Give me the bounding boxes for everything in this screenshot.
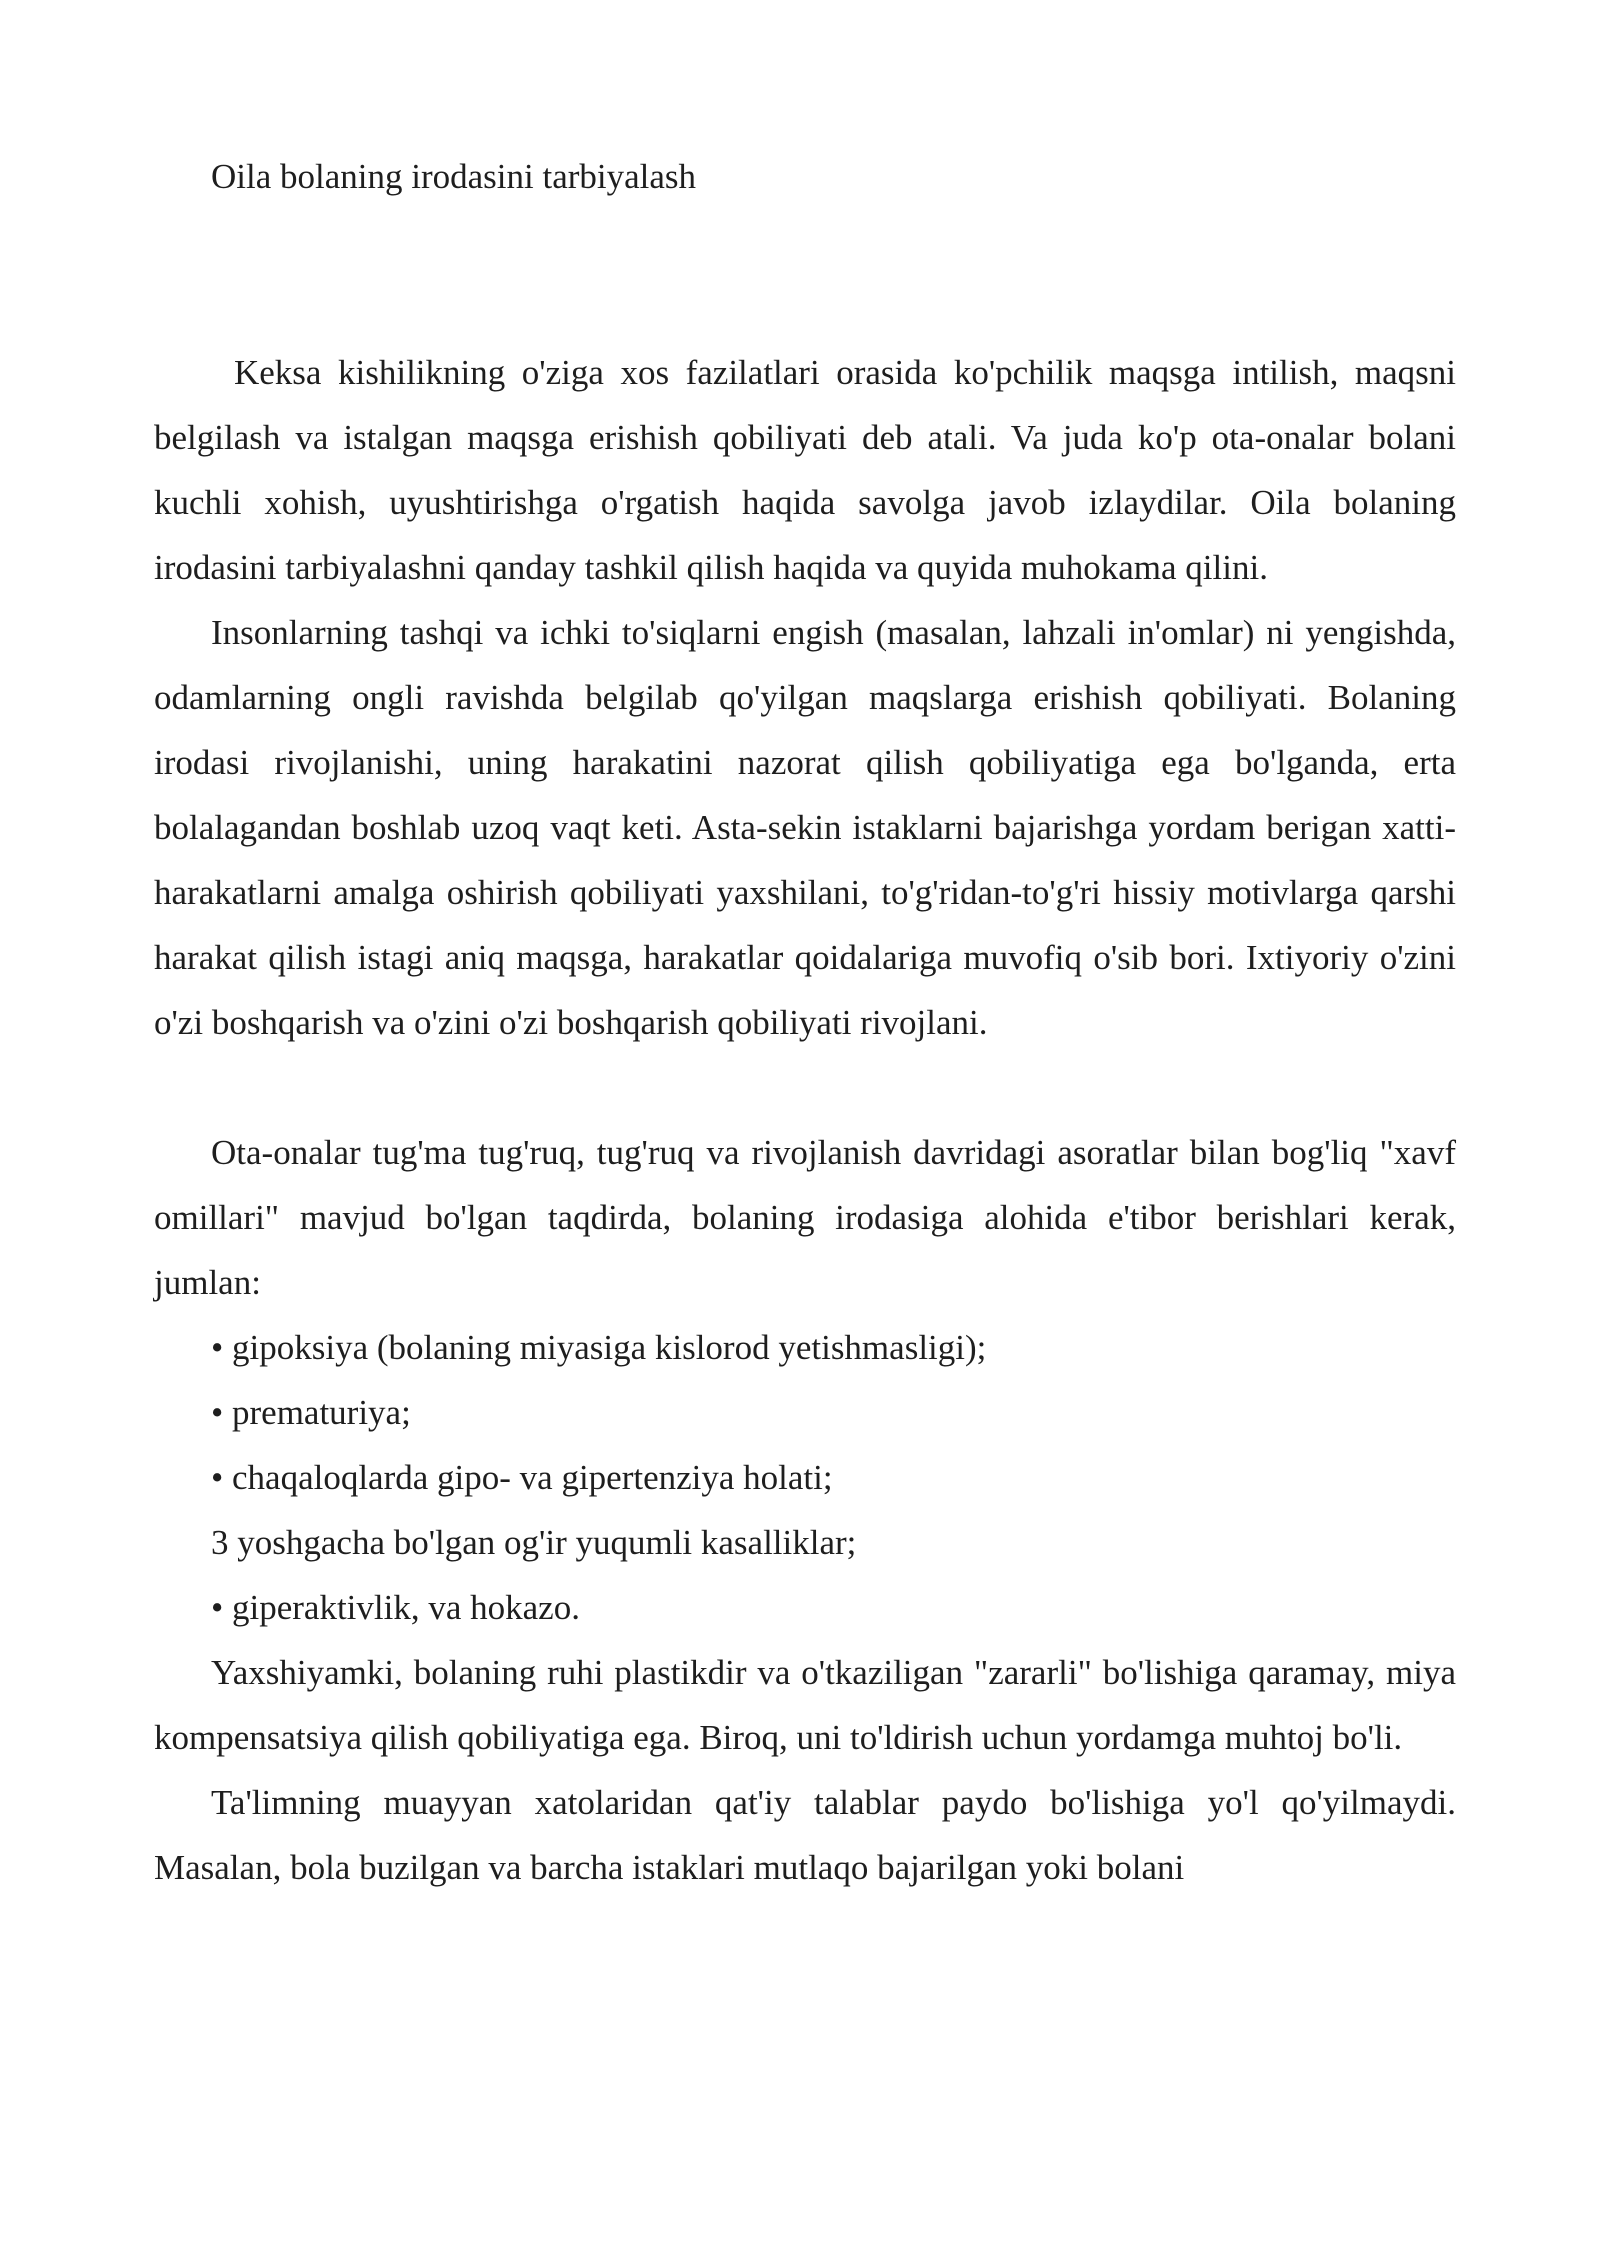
paragraph-compensation: Yaxshiyamki, bolaning ruhi plastikdir va o'tkaziligan "zararli" bo'lishiga qaramay, miya kompensatsiya qilish qobiliyatiga ega. Biroq, uni to'ldirish uchun yordamga muhtoj bo'li. xyxy=(154,1653,1456,1757)
list-item: 3 yoshgacha bo'lgan og'ir yuqumli kasalliklar; xyxy=(211,1523,857,1562)
list-item: • chaqaloqlarda gipo- va gipertenziya holati; xyxy=(211,1458,833,1497)
list-item: • gipoksiya (bolaning miyasiga kislorod yetishmasligi); xyxy=(211,1328,987,1367)
paragraph-intro: Keksa kishilikning o'ziga xos fazilatlari orasida ko'pchilik maqsga intilish, maqsni belgilash va istalgan maqsga erishish qobiliyati deb atali. Va juda ko'p ota-onalar bolani kuchli xohish, uyushtirishga o'rgatish haqida savolga javob izlaydilar. Oila bolaning irodasini tarbiyalashni qanday tashkil qilish haqida va quyida muhokama qilini. xyxy=(154,353,1456,587)
document-title: Oila bolaning irodasini tarbiyalash xyxy=(211,157,697,196)
document-body xyxy=(154,340,1456,1900)
risk-factor-list xyxy=(154,1315,1456,1640)
paragraph-definition: Insonlarning tashqi va ichki to'siqlarni engish (masalan, lahzali in'omlar) ni yengishda, odamlarning ongli ravishda belgilab qo'yilgan maqslarga erishish qobiliyati. Bolaning irodasi rivojlanishi, uning harakatini nazorat qilish qobiliyatiga ega bo'lganda, erta bolalagandan boshlab uzoq vaqt keti. Asta-sekin istaklarni bajarishga yordam berigan xatti-harakatlarni amalga oshirish qobiliyati yaxshilani, to'g'ridan-to'g'ri hissiy motivlarga qarshi harakat qilish istagi aniq maqsga, harakatlar qoidalariga muvofiq o'sib bori. Ixtiyoriy o'zini o'zi boshqarish va o'zini o'zi boshqarish qobiliyati rivojlani. xyxy=(154,613,1456,1042)
paragraph-risk-factors: Ota-onalar tug'ma tug'ruq, tug'ruq va rivojlanish davridagi asoratlar bilan bog'liq "xavf omillari" mavjud bo'lgan taqdirda, bolaning irodasiga alohida e'tibor berishlari kerak, jumlan: xyxy=(154,1133,1456,1302)
paragraph-spacer xyxy=(154,1055,1456,1120)
list-item: • giperaktivlik, va hokazo. xyxy=(211,1588,580,1627)
paragraph-education-mistakes: Ta'limning muayyan xatolaridan qat'iy talablar paydo bo'lishiga yo'l qo'yilmaydi. Masalan, bola buzilgan va barcha istaklari mutlaqo bajarilgan yoki bolani xyxy=(154,1783,1456,1887)
list-item: • prematuriya; xyxy=(211,1393,411,1432)
